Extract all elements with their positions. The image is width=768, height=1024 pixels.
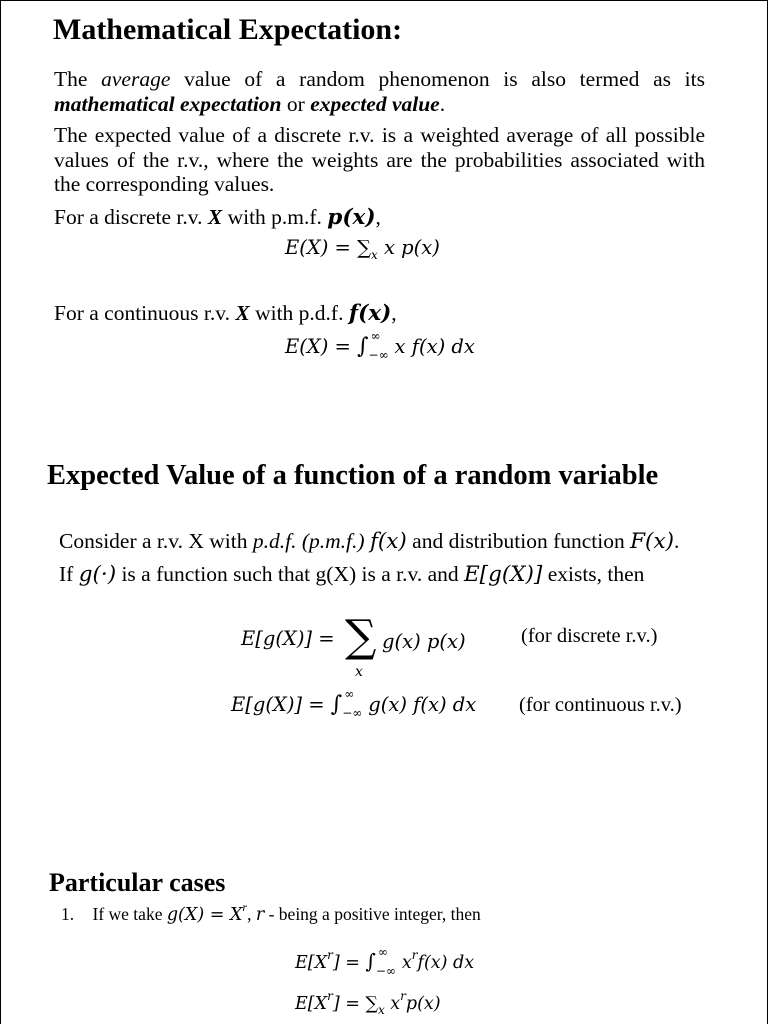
superscript: r (400, 989, 406, 1003)
text-run: If (59, 562, 79, 586)
eq-rhs: g(x) p(x) (382, 630, 466, 653)
note-continuous: (for continuous r.v.) (519, 694, 682, 716)
slide-mathematical-expectation (0, 0, 768, 433)
eq-lhs: E(X) = (285, 335, 358, 358)
equation-discrete-expectation (285, 236, 440, 262)
note-discrete: (for discrete r.v.) (521, 625, 658, 647)
text-run: is a function such that g(X) is a r.v. and (116, 562, 464, 586)
superscript: r (327, 948, 333, 962)
integral-symbol: ∫ (330, 692, 343, 717)
integral-symbol: ∫ (357, 334, 369, 359)
text-run: The (54, 67, 102, 91)
text-run: value of a random phenomenon is also termed as its (170, 67, 705, 91)
paragraph-discrete-definition: The expected value of a discrete r.v. is a weighted average of all possible values of the r.v., where the weights are the probabilities associated with the corresponding values. (54, 123, 705, 196)
slide-expected-value-function (0, 432, 768, 867)
case-item-1 (61, 900, 481, 925)
math-pmf: p(x) (327, 205, 376, 230)
text-run: For a continuous r.v. (54, 301, 236, 325)
eq-rhs: p(x) (405, 994, 441, 1014)
eq-rhs: g(x) f(x) dx (368, 693, 477, 716)
text-run: , (247, 904, 256, 924)
consider-line (59, 529, 679, 554)
math-var: X (207, 205, 223, 229)
text-run: . (439, 91, 446, 116)
eq-subscript: x (371, 248, 378, 262)
eq-rhs: x (384, 994, 401, 1014)
equation-continuous-function (231, 686, 477, 720)
text-run: Consider a r.v. X with (59, 529, 253, 553)
equation-discrete-rhs (382, 630, 466, 653)
sigma-symbol: ∑ (365, 994, 378, 1014)
text-run: . (673, 529, 680, 553)
text-run: exists, then (542, 562, 645, 586)
upper-limit: ∞ (377, 944, 388, 959)
equation-discrete-function (241, 627, 335, 650)
integral-limits (342, 686, 368, 720)
slide-title: Mathematical Expectation: (53, 13, 403, 46)
text-run: - being a positive integer, then (264, 904, 481, 924)
math-r: r (255, 905, 265, 925)
math-var: X (235, 301, 250, 325)
equation-raw-moment-discrete (295, 989, 441, 1017)
slide-particular-cases (0, 866, 768, 1024)
text-run: and distribution function (406, 529, 631, 553)
text-run: , (375, 205, 381, 229)
eq-subscript: x (377, 1003, 385, 1017)
math-pdf: f(x) (348, 301, 392, 326)
superscript: r (327, 989, 333, 1003)
if-line (59, 562, 644, 587)
eq-rhs: x p(x) (377, 236, 440, 259)
eq-rhs: x f(x) dx (394, 335, 475, 358)
math-Eg: E[g(X)] (463, 562, 543, 587)
text-run-bold-italic: expected value (310, 91, 440, 116)
slide-title: Particular cases (49, 868, 226, 897)
sigma-symbol: ∑ (357, 236, 371, 259)
text-run-italic: average (101, 67, 171, 91)
math-fx: f(x) (369, 529, 407, 554)
math-g: g(·) (78, 562, 117, 587)
text-run: For a discrete r.v. (54, 205, 208, 229)
text-run-italic: p.d.f. (p.m.f.) (252, 529, 370, 553)
equation-continuous-expectation (285, 328, 475, 362)
text-run: , (391, 301, 397, 325)
lower-limit: −∞ (342, 705, 363, 720)
big-sigma-symbol: ∑ (345, 611, 377, 662)
upper-limit: ∞ (370, 328, 381, 343)
integral-symbol: ∫ (365, 949, 376, 973)
sigma-index: x (355, 664, 363, 680)
lower-limit: −∞ (375, 963, 396, 978)
eq-lhs: E[g(X)] = (241, 627, 335, 650)
upper-limit: ∞ (344, 686, 355, 701)
eq-mid: ] = (332, 994, 366, 1014)
eq-rhs: x (401, 953, 412, 973)
text-run: or (281, 91, 311, 116)
slide-title: Expected Value of a function of a random variable (47, 460, 659, 491)
math-Fx: F(x) (630, 529, 674, 554)
integral-limits (375, 944, 402, 978)
paragraph-definition (54, 67, 705, 116)
discrete-intro (54, 205, 381, 230)
equation-raw-moment-continuous (295, 944, 475, 978)
eq-lhs: E(X) = (285, 236, 358, 259)
integral-limits (368, 328, 395, 362)
eq-mid: ] = (332, 953, 366, 973)
continuous-intro (54, 301, 397, 326)
text-run: with p.d.f. (249, 301, 349, 325)
math-gX: g(X) = X (166, 905, 243, 925)
text-run: with p.m.f. (222, 205, 328, 229)
text-run-bold-italic: mathematical expectation (54, 91, 282, 116)
text-run: If we take (92, 904, 167, 924)
eq-lhs: E[X (295, 953, 328, 973)
eq-lhs: E[g(X)] = (231, 693, 331, 716)
superscript: r (242, 900, 248, 914)
superscript: r (411, 948, 418, 962)
eq-lhs: E[X (295, 994, 328, 1014)
eq-rhs: f(x) dx (417, 953, 475, 973)
lower-limit: −∞ (368, 347, 389, 362)
list-number: 1. (61, 904, 75, 924)
